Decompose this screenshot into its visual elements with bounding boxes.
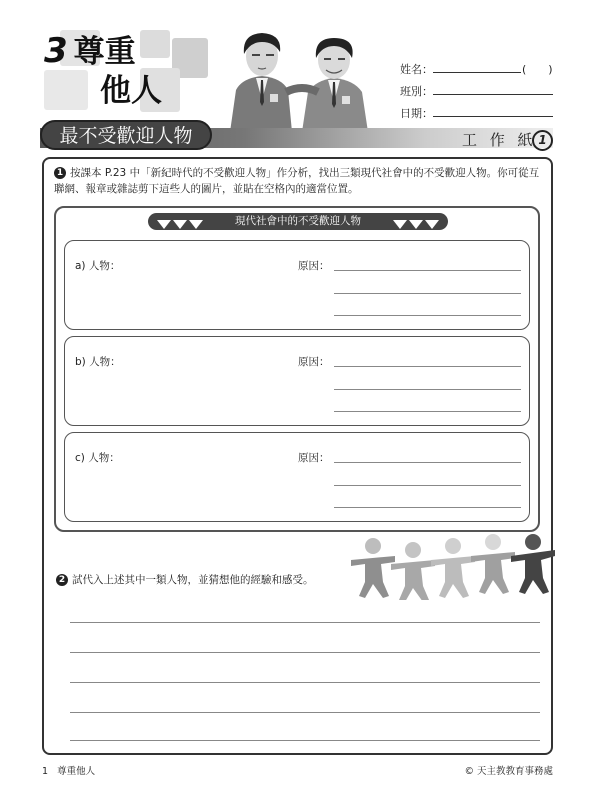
reason-label: 原因： (298, 452, 330, 464)
answer-line[interactable] (70, 712, 540, 713)
answer-line[interactable] (70, 740, 540, 741)
date-field (400, 105, 433, 121)
question-1 (54, 165, 544, 197)
students-illustration (222, 30, 382, 132)
decor-square (140, 30, 170, 58)
name-input-line[interactable] (433, 72, 521, 73)
person-label: c) 人物： (75, 452, 120, 464)
answer-line[interactable] (70, 652, 540, 653)
answer-box-title (148, 213, 448, 230)
paper-doll-chain-illustration (345, 530, 565, 600)
question-2 (56, 572, 356, 588)
reason-line[interactable] (334, 315, 521, 316)
reason-line[interactable] (334, 366, 521, 367)
reason-label: 原因： (298, 356, 330, 368)
date-input-line[interactable] (433, 116, 553, 117)
reason-line[interactable] (334, 270, 521, 271)
footer-title: 尊重他人 (57, 766, 96, 777)
worksheet-label: 工 作 紙 (462, 131, 537, 149)
reason-line[interactable] (334, 411, 521, 412)
worksheet-title: 最不受歡迎人物 (40, 120, 212, 150)
date-label: 日期： (400, 107, 433, 120)
footer-left (42, 763, 95, 777)
triangle-decor-left (156, 217, 204, 234)
reason-line[interactable] (334, 462, 521, 463)
unit-title (44, 32, 136, 71)
class-number-paren: ( ) (522, 63, 553, 76)
question-2-number: 2 (56, 574, 68, 586)
person-card-b[interactable] (64, 336, 530, 426)
question-2-text: 試代入上述其中一類人物，並猜想他的經驗和感受。 (72, 574, 314, 586)
answer-line[interactable] (70, 682, 540, 683)
unit-title-line1: 尊重 (73, 34, 136, 70)
page-number: 1 (42, 766, 49, 777)
person-label: b) 人物： (75, 356, 121, 368)
question-1-number: 1 (54, 167, 66, 179)
person-card-c[interactable] (64, 432, 530, 522)
copyright: © 天主教教育事務處 (464, 766, 553, 777)
class-input-line[interactable] (433, 94, 553, 95)
unit-number: 3 (44, 31, 68, 71)
name-label: 姓名： (400, 63, 433, 76)
triangle-decor-right (392, 217, 440, 234)
reason-label: 原因： (298, 260, 330, 272)
name-field (400, 61, 433, 77)
class-field (400, 83, 433, 99)
decor-square (44, 70, 88, 110)
reason-line[interactable] (334, 293, 521, 294)
reason-line[interactable] (334, 507, 521, 508)
person-card-a[interactable] (64, 240, 530, 330)
class-label: 班別： (400, 85, 433, 98)
question-1-text: 按課本 P.23 中「新紀時代的不受歡迎人物」作分析，找出三類現代社會中的不受歡迎人物。你可從互聯網、報章或雜誌剪下這些人的圖片，並貼在空格內的適當位置。 (54, 167, 540, 195)
answer-line[interactable] (70, 622, 540, 623)
worksheet-number: 1 (532, 130, 553, 151)
reason-line[interactable] (334, 389, 521, 390)
unit-title-line2: 他人 (100, 73, 162, 109)
answer-box-title-text: 現代社會中的不受歡迎人物 (235, 215, 361, 227)
reason-line[interactable] (334, 485, 521, 486)
person-label: a) 人物： (75, 260, 121, 272)
